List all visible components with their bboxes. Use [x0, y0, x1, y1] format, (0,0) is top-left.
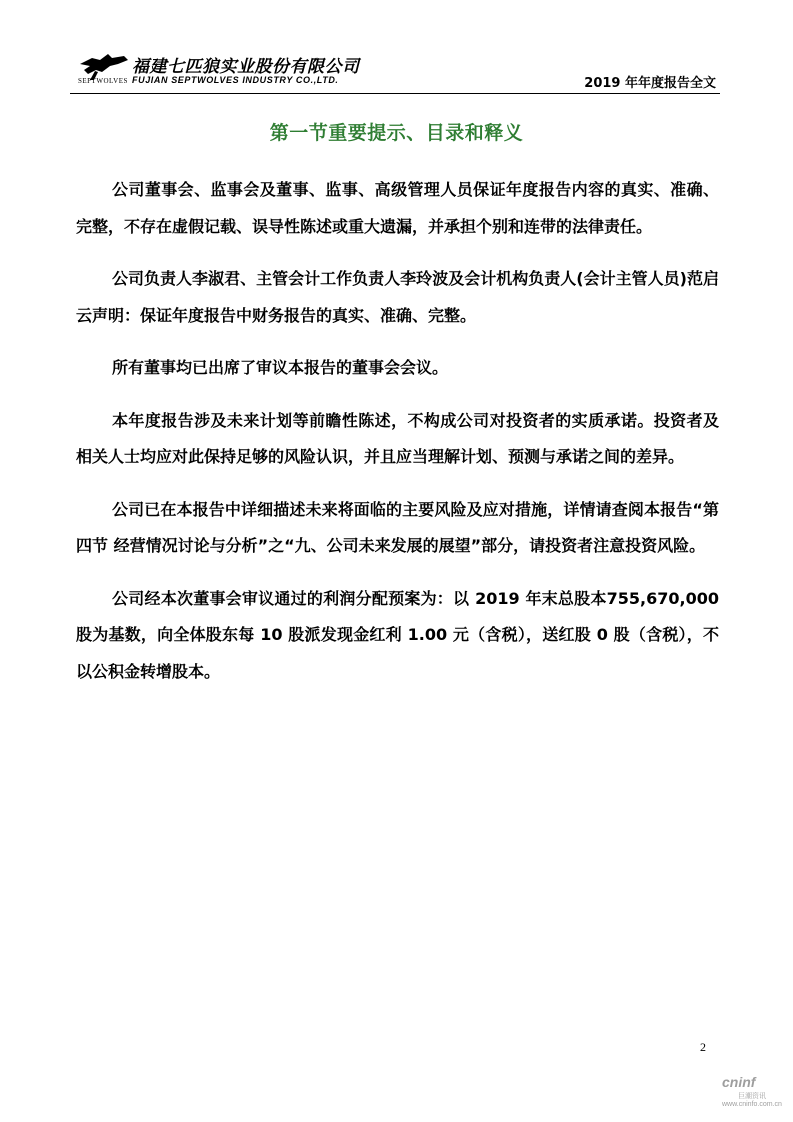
paragraph-risk-notice: 公司已在本报告中详细描述未来将面临的主要风险及应对措施，详情请查阅本报告“第四节 经营情况讨论与分析”之“九、公司未来发展的展望”部分，请投资者注意投资风险。 [76, 499, 719, 555]
page-number: 2 [700, 1040, 706, 1054]
paragraph-profit-distribution: 公司经本次董事会审议通过的利润分配预案为：以 2019 年末总股本755,670,000 股为基数，向全体股东每 10 股派发现金红利 1.00 元（含税），送红股 0 股（含税），不以公积金转增股本。 [76, 588, 719, 681]
company-name-en: FUJIAN SEPTWOLVES INDUSTRY CO.,LTD. [132, 75, 339, 85]
paragraph-responsible-persons: 公司负责人李淑君、主管会计工作负责人李玲波及会计机构负责人(会计主管人员)范启云声明：保证年度报告中财务报告的真实、准确、完整。 [76, 269, 719, 325]
header-divider [70, 93, 720, 94]
cninfo-url: www.cninfo.com.cn [722, 1101, 782, 1108]
cninfo-watermark [722, 1074, 786, 1112]
document-body [76, 172, 719, 706]
paragraph-board-guarantee: 公司董事会、监事会及董事、监事、高级管理人员保证年度报告内容的真实、准确、完整，不存在虚假记载、误导性陈述或重大遗漏，并承担个别和连带的法律责任。 [76, 180, 719, 236]
report-title: 2019 年年度报告全文 [584, 76, 716, 91]
cninfo-brand: cninf [722, 1074, 756, 1090]
paragraph-board-attendance: 所有董事均已出席了审议本报告的董事会会议。 [112, 358, 449, 377]
logo-label: SEPTWOLVES [78, 77, 128, 85]
section-title: 第一节重要提示、目录和释义 [269, 122, 524, 144]
paragraph-forward-looking: 本年度报告涉及未来计划等前瞻性陈述，不构成公司对投资者的实质承诺。投资者及相关人士均应对此保持足够的风险认识，并且应当理解计划、预测与承诺之间的差异。 [76, 410, 719, 466]
page-header [70, 44, 720, 92]
cninfo-brand-cn: 巨潮资讯 [738, 1092, 766, 1100]
company-name-cn: 福建七匹狼实业股份有限公司 [132, 57, 360, 77]
